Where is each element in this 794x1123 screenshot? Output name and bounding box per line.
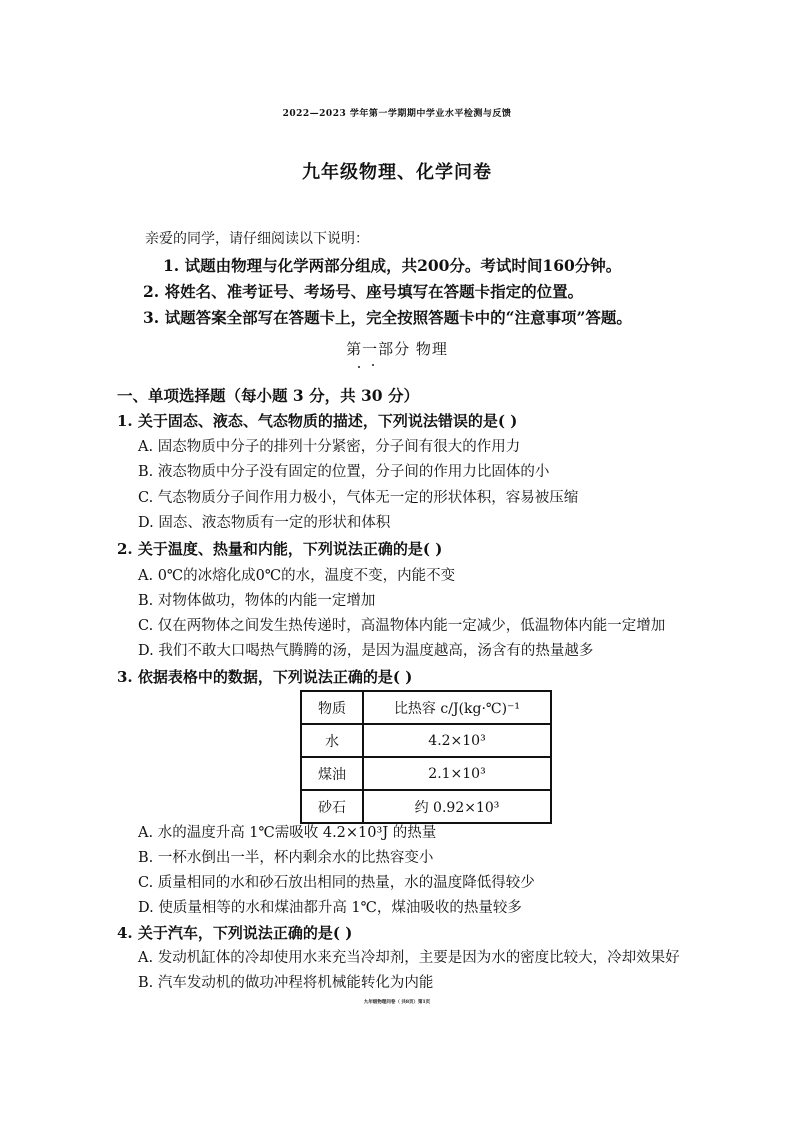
table-row [301,790,551,823]
table-row [301,691,551,724]
intro-greeting: 亲爱的同学，请仔细阅读以下说明： [145,231,369,247]
question-option: D. 固态、液态物质有一定的形状和体积 [138,515,391,531]
question-stem: 3. 依据表格中的数据，下列说法正确的是( ) [117,668,413,686]
instruction-item: 3. 试题答案全部写在答题卡上，完全按照答题卡中的“注意事项”答题。 [143,308,632,327]
table-cell: 水 [301,724,363,757]
question-option: D. 使质量相等的水和煤油都升高 1℃，煤油吸收的热量较多 [138,900,522,916]
specific-heat-table [300,690,552,824]
table-cell: 砂石 [301,790,363,823]
scan-speck [358,366,360,368]
question-stem: 2. 关于温度、热量和内能，下列说法正确的是( ) [117,540,443,558]
question-option: A. 固态物质中分子的排列十分紧密，分子间有很大的作用力 [138,439,521,455]
exam-header-title: 2022—2023 学年第一学期期中学业水平检测与反馈 [282,109,512,119]
question-option: C. 质量相同的水和砂石放出相同的热量，水的温度降低得较少 [138,875,535,891]
table-row [301,724,551,757]
question-option: B. 一杯水倒出一半，杯内剩余水的比热容变小 [138,850,434,866]
scan-speck [372,364,374,366]
table-cell: 2.1×10³ [363,757,551,790]
question-option: A. 发动机缸体的冷却使用水来充当冷却剂，主要是因为水的密度比较大，冷却效果好 [138,950,680,966]
table-cell: 煤油 [301,757,363,790]
question-option: B. 汽车发动机的做功冲程将机械能转化为内能 [138,975,434,991]
question-option: C. 气态物质分子间作用力极小，气体无一定的形状体积，容易被压缩 [138,490,579,506]
question-option: B. 对物体做功，物体的内能一定增加 [138,593,376,609]
question-option: B. 液态物质中分子没有固定的位置，分子间的作用力比固体的小 [138,464,550,480]
instruction-item: 1. 试题由物理与化学两部分组成，共200分。考试时间160分钟。 [163,256,622,275]
question-stem: 1. 关于固态、液态、气态物质的描述，下列说法错误的是( ) [117,412,518,430]
instruction-item: 2. 将姓名、准考证号、考场号、座号填写在答题卡指定的位置。 [143,282,584,301]
question-stem: 4. 关于汽车，下列说法正确的是( ) [117,924,353,942]
question-option: A. 0℃的冰熔化成0℃的水，温度不变，内能不变 [138,568,456,584]
question-option: A. 水的温度升高 1℃需吸收 4.2×10³J 的热量 [138,825,437,841]
table-header-cell: 比热容 c/J(kg·℃)⁻¹ [363,691,551,724]
table-cell: 约 0.92×10³ [363,790,551,823]
question-option: C. 仅在两物体之间发生热传递时，高温物体内能一定减少，低温物体内能一定增加 [138,618,666,634]
table-header-cell: 物质 [301,691,363,724]
table-cell: 4.2×10³ [363,724,551,757]
question-option: D. 我们不敢大口喝热气腾腾的汤，是因为温度越高，汤含有的热量越多 [138,643,594,659]
page-footer: 九年级物理问卷（ 共8页）第1页 [363,1000,431,1005]
table-row [301,757,551,790]
exam-subtitle: 九年级物理、化学问卷 [302,162,492,183]
part-title: 第一部分 物理 [346,340,448,358]
section-title: 一、单项选择题（每小题 3 分，共 30 分） [117,386,419,405]
